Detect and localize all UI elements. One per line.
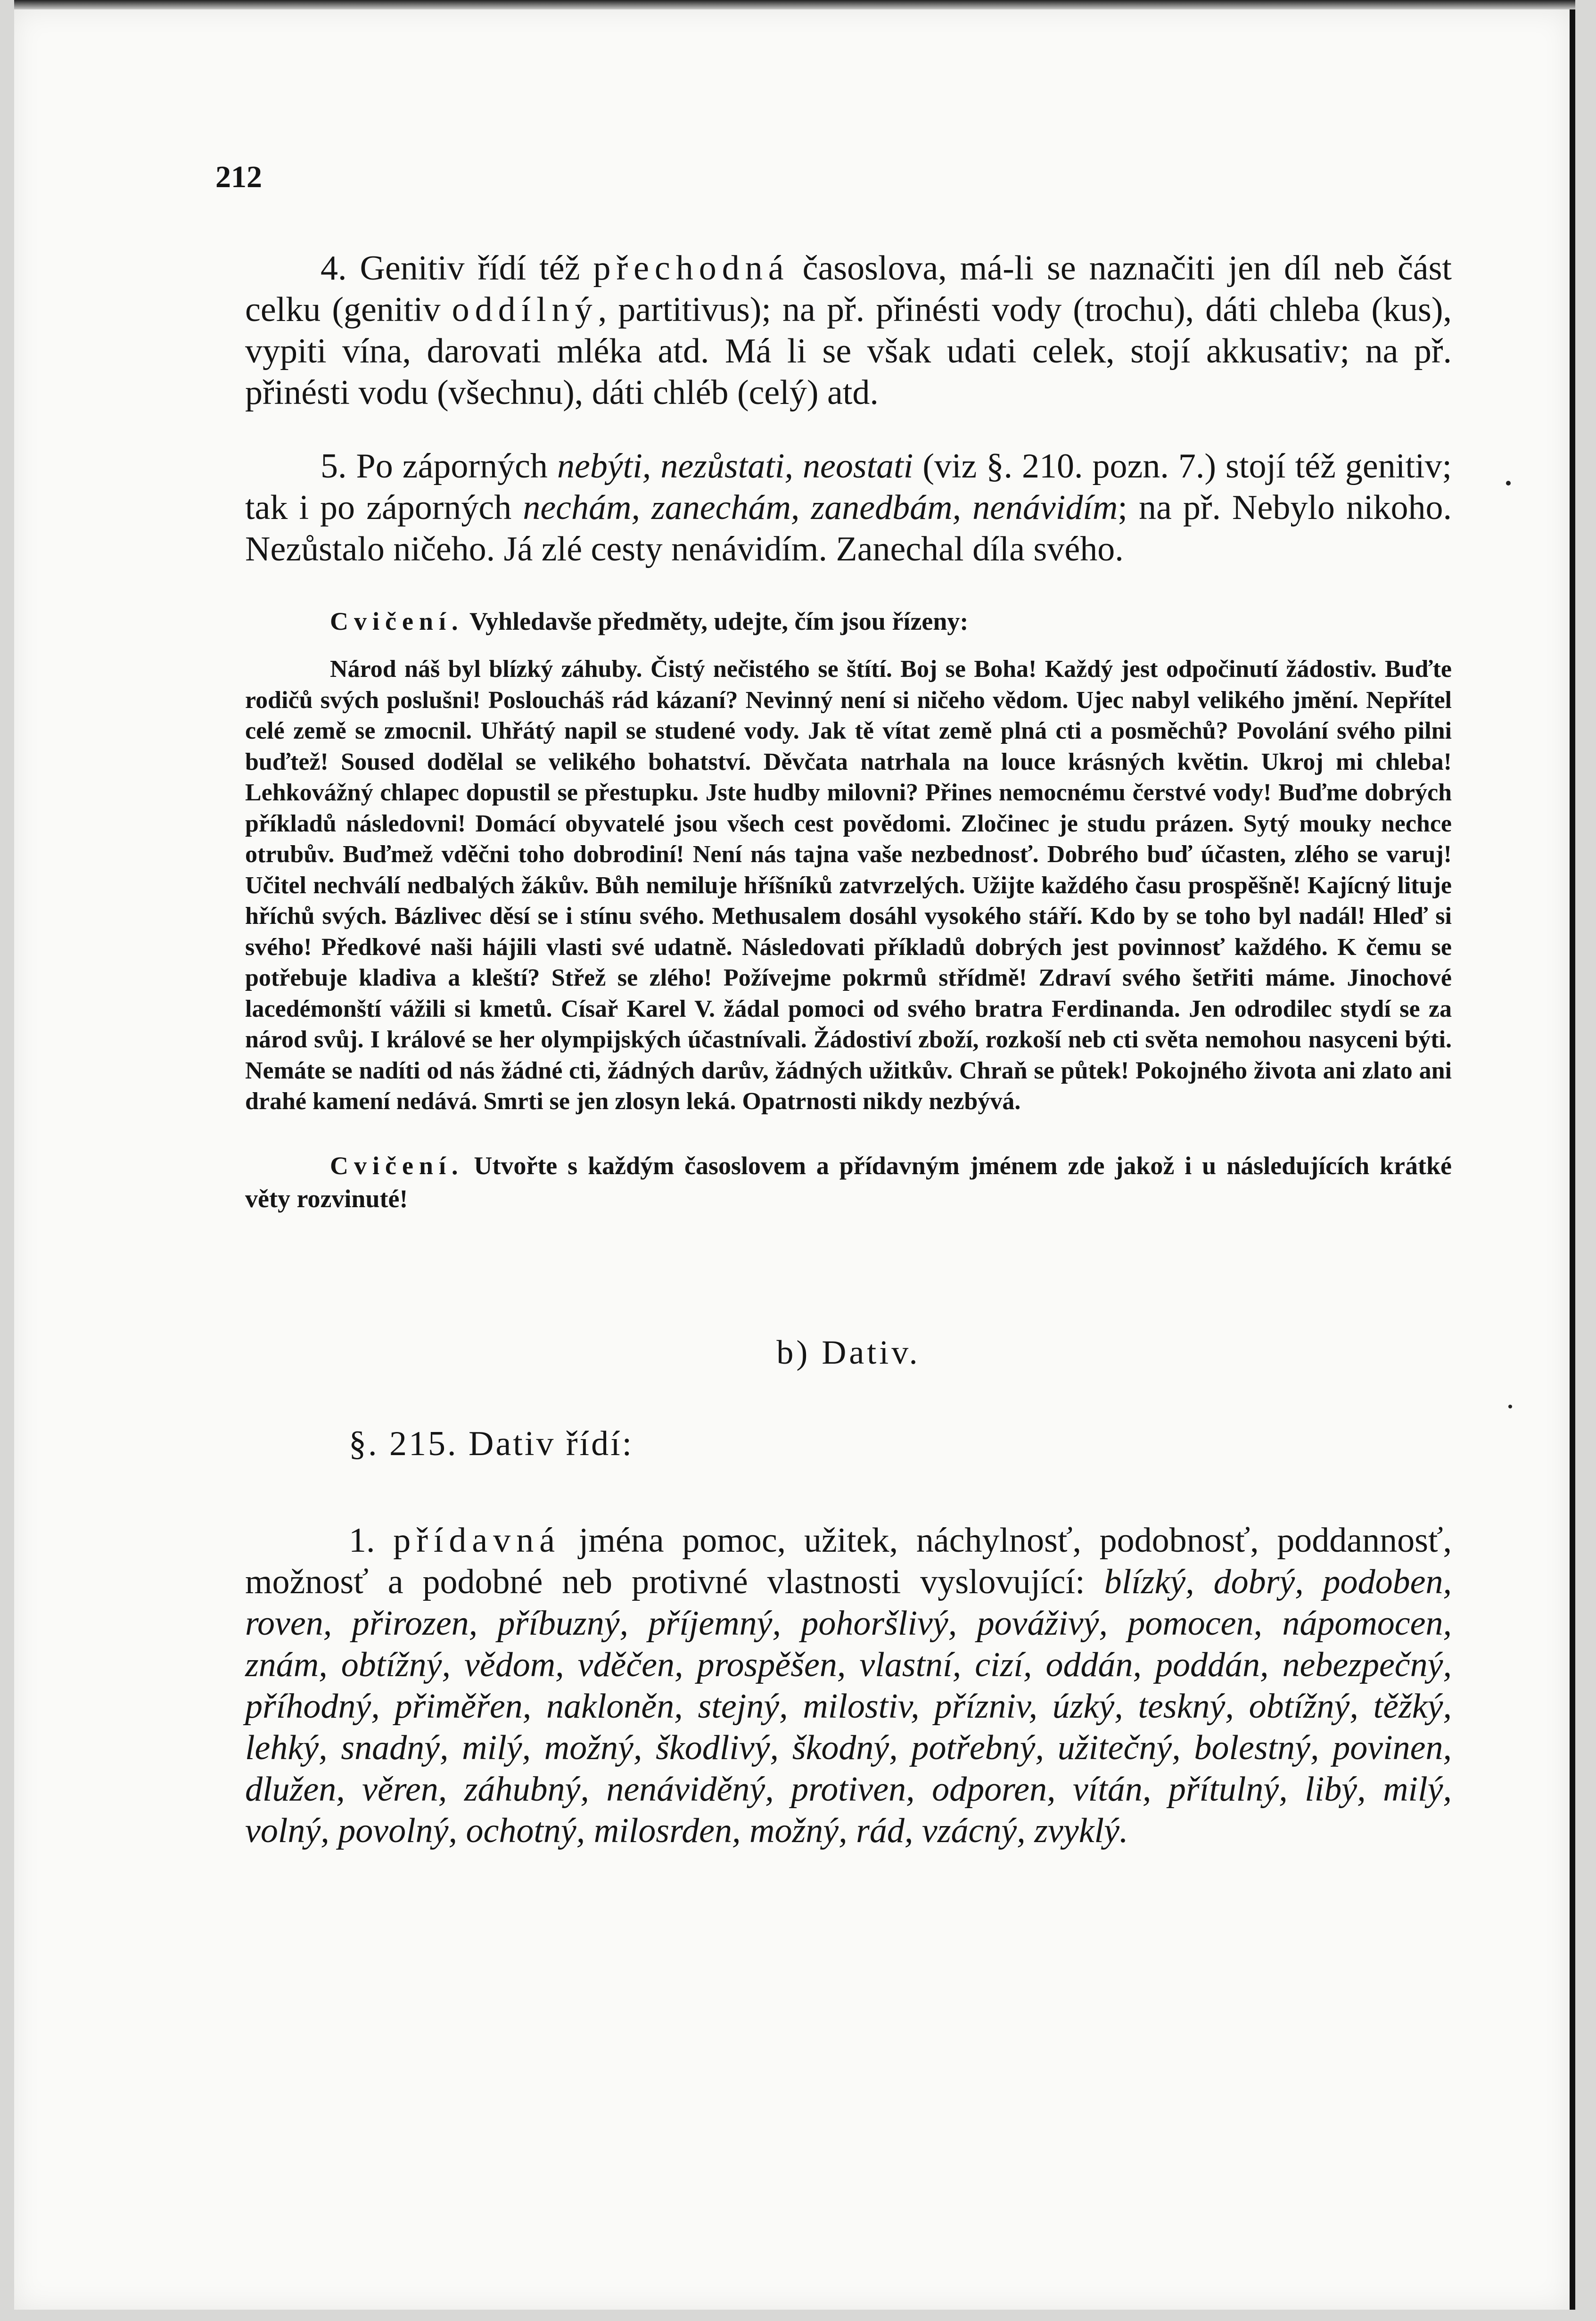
book-page	[14, 9, 1575, 2310]
exercise-1-heading	[330, 605, 1452, 638]
para1-spaced-term: přídavná	[393, 1521, 561, 1560]
exercise-1-instruction: Vyhledavše předměty, udejte, čím jsou řízeny:	[463, 607, 969, 635]
para5-text-3: ; na př. Nebylo nikoho. Nezůstalo ničeho. Já zlé cesty nenávidím. Zanechal díla svého.	[245, 488, 1452, 568]
section-heading: b) Dativ.	[776, 1333, 921, 1371]
exercise-1-label: Cvičení.	[330, 607, 464, 635]
para5-italic-2: nechám, zanechám, zanedbám, nenávidím	[523, 488, 1118, 527]
para1-number: 1.	[349, 1521, 394, 1560]
paragraph-215-title: §. 215. Dativ řídí:	[349, 1424, 634, 1463]
para1-adjective-list: blízký, dobrý, podoben, roven, přirozen, příbuzný, příjemný, pohoršlivý, pováživý, pomocen, nápomocen, znám, obtížný, vědom, vděčen, prospěšen, vlastní, cizí, oddán, poddán, nebezpečný, příhodný, přiměřen, nakloněn, stejný, milostiv, přízniv, úzký, teskný, obtížný, těžký, lehký, snadný, milý, možný, škodlivý, škodný, potřebný, užitečný, bolestný, povinen, dlužen, věren, záhubný, nenáviděný, protiven, odporen, vítán, přítulný, libý, milý, volný, povolný, ochotný, milosrden, možný, rád, vzácný, zvyklý.	[245, 1562, 1452, 1850]
para4-spaced-term: přechodná	[593, 249, 790, 288]
para4-text-1: 4. Genitiv řídí též	[321, 249, 593, 288]
para4-text-2: časoslova, má-li se naznačiti jen díl neb část celku (genitiv	[245, 249, 1452, 329]
para1-text: jména pomoc, užitek, náchylnosť, podobnosť, poddannosť, možnosť a podobné neb protivné vlastnosti vyslovující:	[245, 1521, 1452, 1601]
paragraph-4	[245, 247, 1452, 413]
para4-text-3: , partitivus); na př. přinésti vody (trochu), dáti chleba (kus), vypiti vína, darovati mléka atd. Má li se však udati celek, stojí akkusativ; na př. přinésti vodu (všechnu), dáti chléb (celý) atd.	[245, 290, 1452, 412]
exercise-2-label: Cvičení.	[330, 1151, 464, 1180]
exercise-2-text: Utvořte s každým časoslovem a přídavným jménem zde jakož i u následujících krátké věty rozvinuté!	[245, 1151, 1452, 1213]
paragraph-215-1	[245, 1520, 1452, 1852]
page-number: 212	[215, 160, 262, 194]
exercise-2	[245, 1149, 1452, 1215]
para5-italic-1: nebýti, nezůstati, neostati	[557, 447, 913, 486]
print-speck	[1506, 481, 1511, 486]
print-speck	[1508, 1405, 1512, 1408]
paragraph-5	[245, 445, 1452, 570]
page-content	[245, 247, 1452, 1852]
exercise-1-text: Národ náš byl blízký záhuby. Čistý nečistého se štítí. Boj se Boha! Každý jest odpočinutí žádostiv. Buďte rodičů svých poslušni! Posloucháš rád kázaní? Nevinný není si ničeho vědom. Ujec nabyl velikého jmění. Nepřítel celé země se zmocnil. Uhřátý napil se studené vody. Jak tě vítat země plná cti a posměchů? Povolání svého pilni buďtež! Soused dodělal se velikého bohatství. Děvčata natrhala na louce krásných květin. Ukroj mi chleba! Lehkovážný chlapec dopustil se přestupku. Jste hudby milovni? Přines nemocnému čerstvé vody! Buďme dobrých příkladů následovni! Domácí obyvatelé jsou všech cest povědomi. Zločinec je studu prázen. Sytý mouky nechce otrubův. Buďmež vděčni toho dobrodiní! Není nás tajna vaše nezbednosť. Dobrého buď účasten, zlého se varuj! Učitel nechválí nedbalých žákův. Bůh nemiluje hříšníků zatvrzelých. Užijte každého času prospěšně! Kajícný lituje hříchů svých. Bázlivec děsí se i stínu svého. Methusalem dosáhl vysokého stáří. Kdo by se toho byl nadál! Hleď si svého! Předkové naši hájili vlasti své udatně. Následovati příkladů dobrých jest povinnosť každého. K čemu se potřebuje kladiva a kleští? Střež se zlého! Požívejme pokrmů střídmě! Zdraví svého šetřiti máme. Jinochové lacedémonští vážili si kmetů. Císař Karel V. žádal pomoci od svého bratra Ferdinanda. Jen odrodilec stydí se za národ svůj. I králové se her olympijských účastnívali. Žádostiví zboží, rozkoší neb cti světa nemohou nasyceni býti. Nemáte se nadíti od nás žádné cti, žádných darův, žádných užitkův. Chraň se půtek! Pokojného života ani zlato ani drahé kamení nedává. Smrti se jen zlosyn leká. Opatrnosti nikdy nezbývá.	[245, 656, 1452, 1115]
para5-text-1: 5. Po záporných	[321, 447, 557, 486]
para4-spaced-term-2: oddílný	[452, 290, 598, 329]
para5-text-2: (viz §. 210. pozn. 7.) stojí též genitiv; tak i po záporných	[245, 447, 1452, 527]
